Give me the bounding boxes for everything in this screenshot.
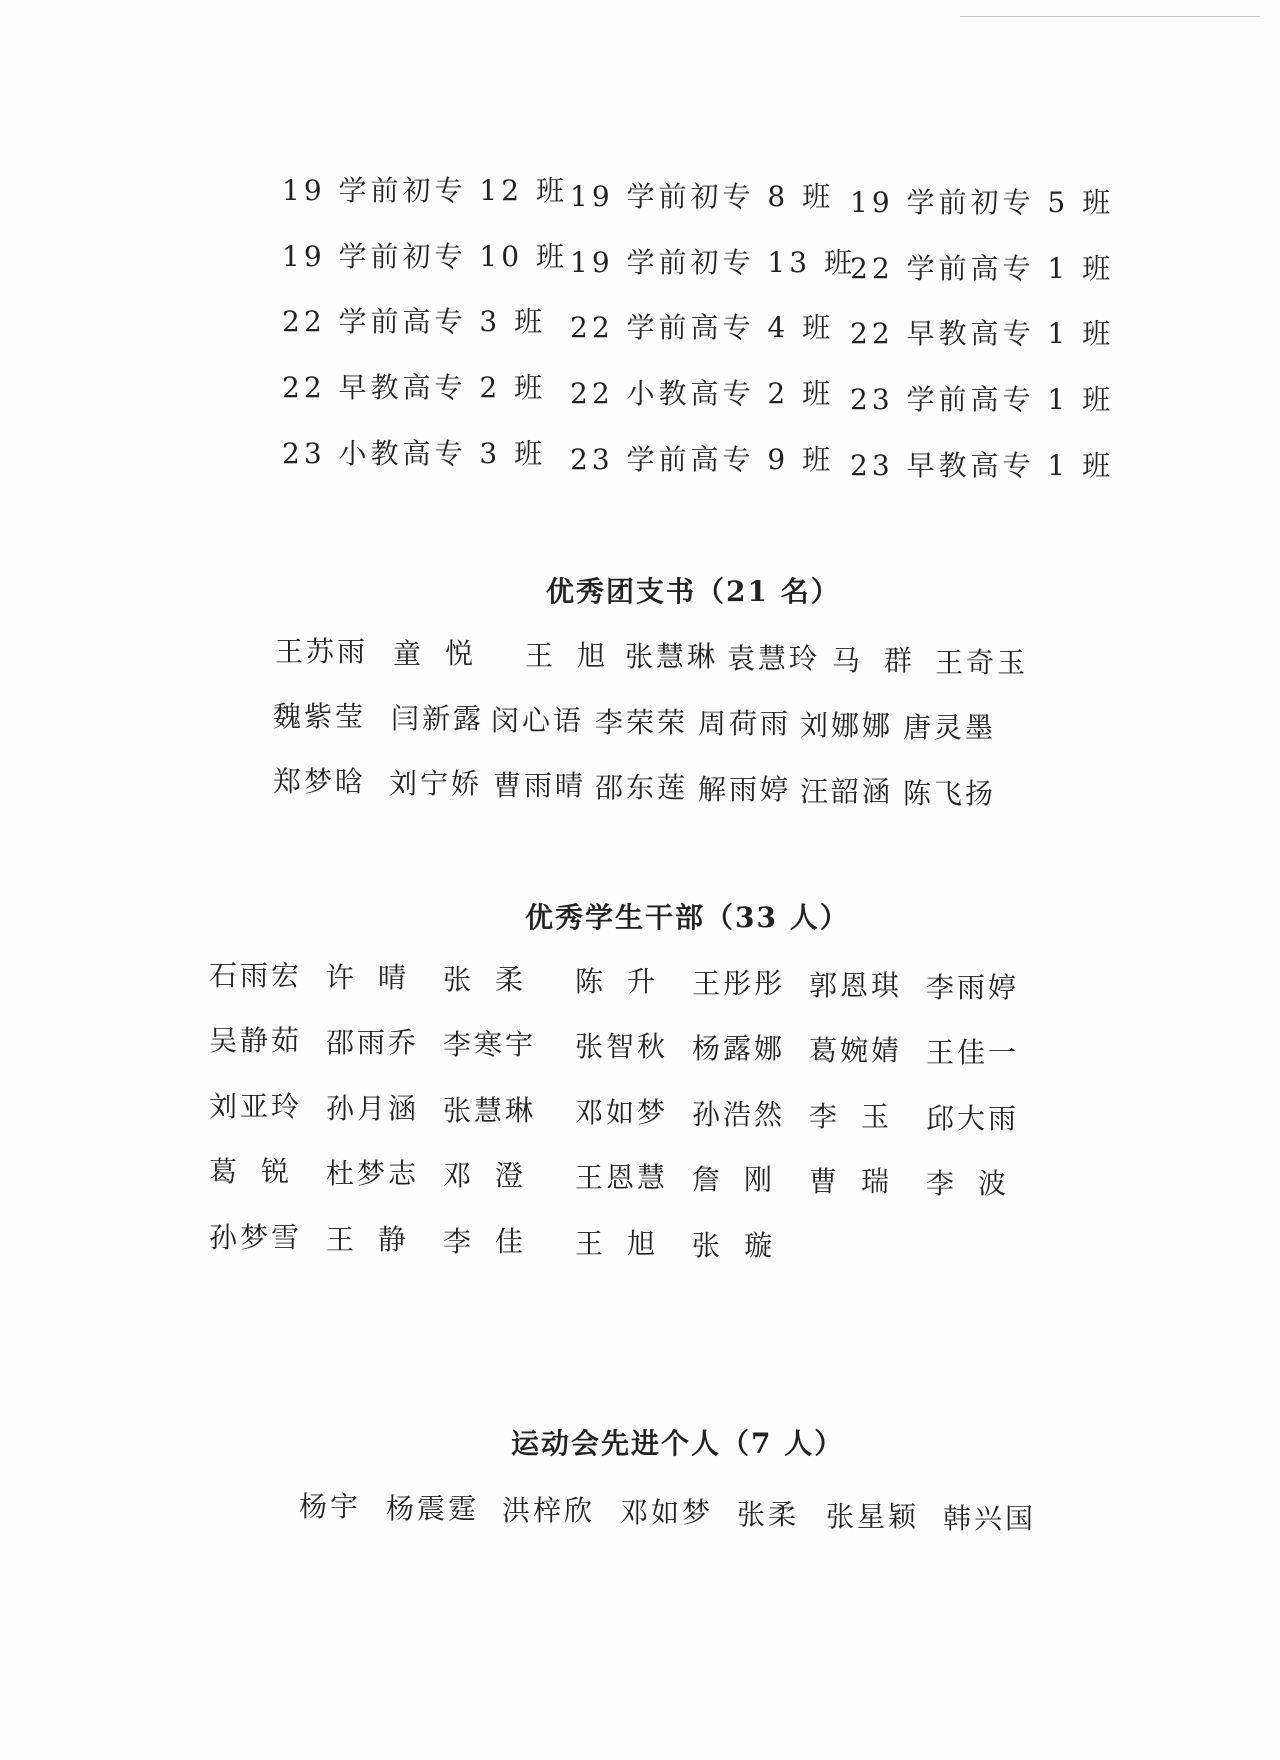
honoree-name: 解雨婷: [698, 773, 792, 806]
honoree-name: 王静: [326, 1223, 431, 1256]
class-entry: 23 早教高专 1 班: [850, 449, 1115, 482]
class-entry: 19 学前初专 12 班: [282, 174, 568, 207]
honoree-name: 曹瑞: [809, 1165, 914, 1198]
honoree-name: 孙浩然: [692, 1098, 786, 1131]
honoree-name: 李佳: [443, 1225, 548, 1258]
class-entry: 22 小教高专 2 班: [570, 377, 835, 410]
honoree-name: 闫新露: [391, 702, 485, 735]
honoree-name: 张柔: [443, 963, 548, 996]
honoree-name: 邱大雨: [926, 1102, 1020, 1135]
class-entry: 22 早教高专 1 班: [850, 317, 1115, 350]
honoree-name: 王恩慧: [575, 1161, 669, 1194]
honoree-name: 詹刚: [692, 1163, 797, 1196]
class-entry: 22 学前高专 1 班: [850, 252, 1115, 285]
honoree-name: 刘宁娇: [389, 767, 483, 800]
honoree-name: 周荷雨: [698, 707, 792, 740]
honoree-name: 杨宇: [299, 1490, 362, 1523]
honoree-name: 洪梓欣: [502, 1494, 596, 1527]
class-entry: 22 早教高专 2 班: [282, 371, 547, 404]
honoree-name: 吴静茹: [209, 1024, 303, 1057]
honoree-name: 王旭: [525, 639, 630, 672]
class-entry: 23 学前高专 1 班: [850, 383, 1115, 416]
honoree-name: 杨震霆: [386, 1492, 480, 1525]
honoree-name: 李玉: [809, 1100, 914, 1133]
honoree-name: 杜梦志: [326, 1157, 420, 1190]
honoree-name: 李寒宇: [443, 1028, 537, 1061]
honoree-name: 张璇: [692, 1229, 797, 1262]
class-entry: 22 学前高专 4 班: [570, 311, 835, 344]
honoree-name: 葛婉婧: [809, 1034, 903, 1067]
honoree-name: 陈飞扬: [903, 777, 997, 810]
honoree-name: 汪韶涵: [800, 775, 894, 808]
section-heading: 运动会先进个人（7 人）: [511, 1427, 845, 1460]
honoree-name: 王旭: [575, 1227, 680, 1260]
honoree-name: 邵东莲: [595, 771, 689, 804]
honoree-name: 刘亚玲: [209, 1090, 303, 1123]
honoree-name: 许晴: [326, 961, 431, 994]
honoree-name: 李雨婷: [926, 971, 1020, 1004]
section-heading: 优秀学生干部（33 人）: [525, 901, 850, 934]
honoree-name: 邓如梦: [620, 1496, 714, 1529]
honoree-name: 邓澄: [443, 1159, 548, 1192]
class-entry: 19 学前初专 5 班: [850, 186, 1115, 219]
honoree-name: 马群: [832, 644, 937, 677]
honoree-name: 杨露娜: [692, 1032, 786, 1065]
honoree-name: 李波: [926, 1167, 1031, 1200]
honoree-name: 袁慧玲: [727, 642, 821, 675]
honoree-name: 孙月涵: [326, 1092, 420, 1125]
honoree-name: 王彤彤: [692, 967, 786, 1000]
honoree-name: 唐灵墨: [903, 711, 997, 744]
class-entry: 23 学前高专 9 班: [570, 443, 835, 476]
class-entry: 22 学前高专 3 班: [282, 305, 547, 338]
honoree-name: 王苏雨: [275, 635, 369, 668]
honoree-name: 葛锐: [209, 1155, 314, 1188]
honoree-name: 陈升: [575, 965, 680, 998]
honoree-name: 邓如梦: [575, 1096, 669, 1129]
honoree-name: 韩兴国: [943, 1502, 1037, 1535]
section-heading: 优秀团支书（21 名）: [546, 575, 841, 608]
honoree-name: 郑梦晗: [273, 765, 367, 798]
honoree-name: 闵心语: [491, 704, 585, 737]
class-entry: 19 学前初专 8 班: [570, 180, 835, 213]
honoree-name: 张智秋: [575, 1030, 669, 1063]
honoree-name: 刘娜娜: [800, 709, 894, 742]
honoree-name: 孙梦雪: [209, 1221, 303, 1254]
honoree-name: 王奇玉: [935, 646, 1029, 679]
honoree-name: 张星颖: [826, 1500, 920, 1533]
honoree-name: 郭恩琪: [809, 969, 903, 1002]
honoree-name: 曹雨晴: [493, 769, 587, 802]
class-entry: 19 学前初专 10 班: [282, 240, 568, 273]
class-entry: 23 小教高专 3 班: [282, 437, 547, 470]
honoree-name: 张慧琳: [443, 1094, 537, 1127]
honoree-name: 张慧琳: [625, 640, 719, 673]
honoree-name: 石雨宏: [209, 959, 303, 992]
class-entry: 19 学前初专 13 班: [570, 246, 856, 279]
top-scan-line: [960, 16, 1260, 17]
honoree-name: 魏紫莹: [273, 700, 367, 733]
honoree-name: 王佳一: [926, 1036, 1020, 1069]
honoree-name: 邵雨乔: [326, 1026, 420, 1059]
honoree-name: 李荣荣: [595, 706, 689, 739]
honoree-name: 童悦: [393, 637, 498, 670]
honoree-name: 张柔: [737, 1498, 800, 1531]
